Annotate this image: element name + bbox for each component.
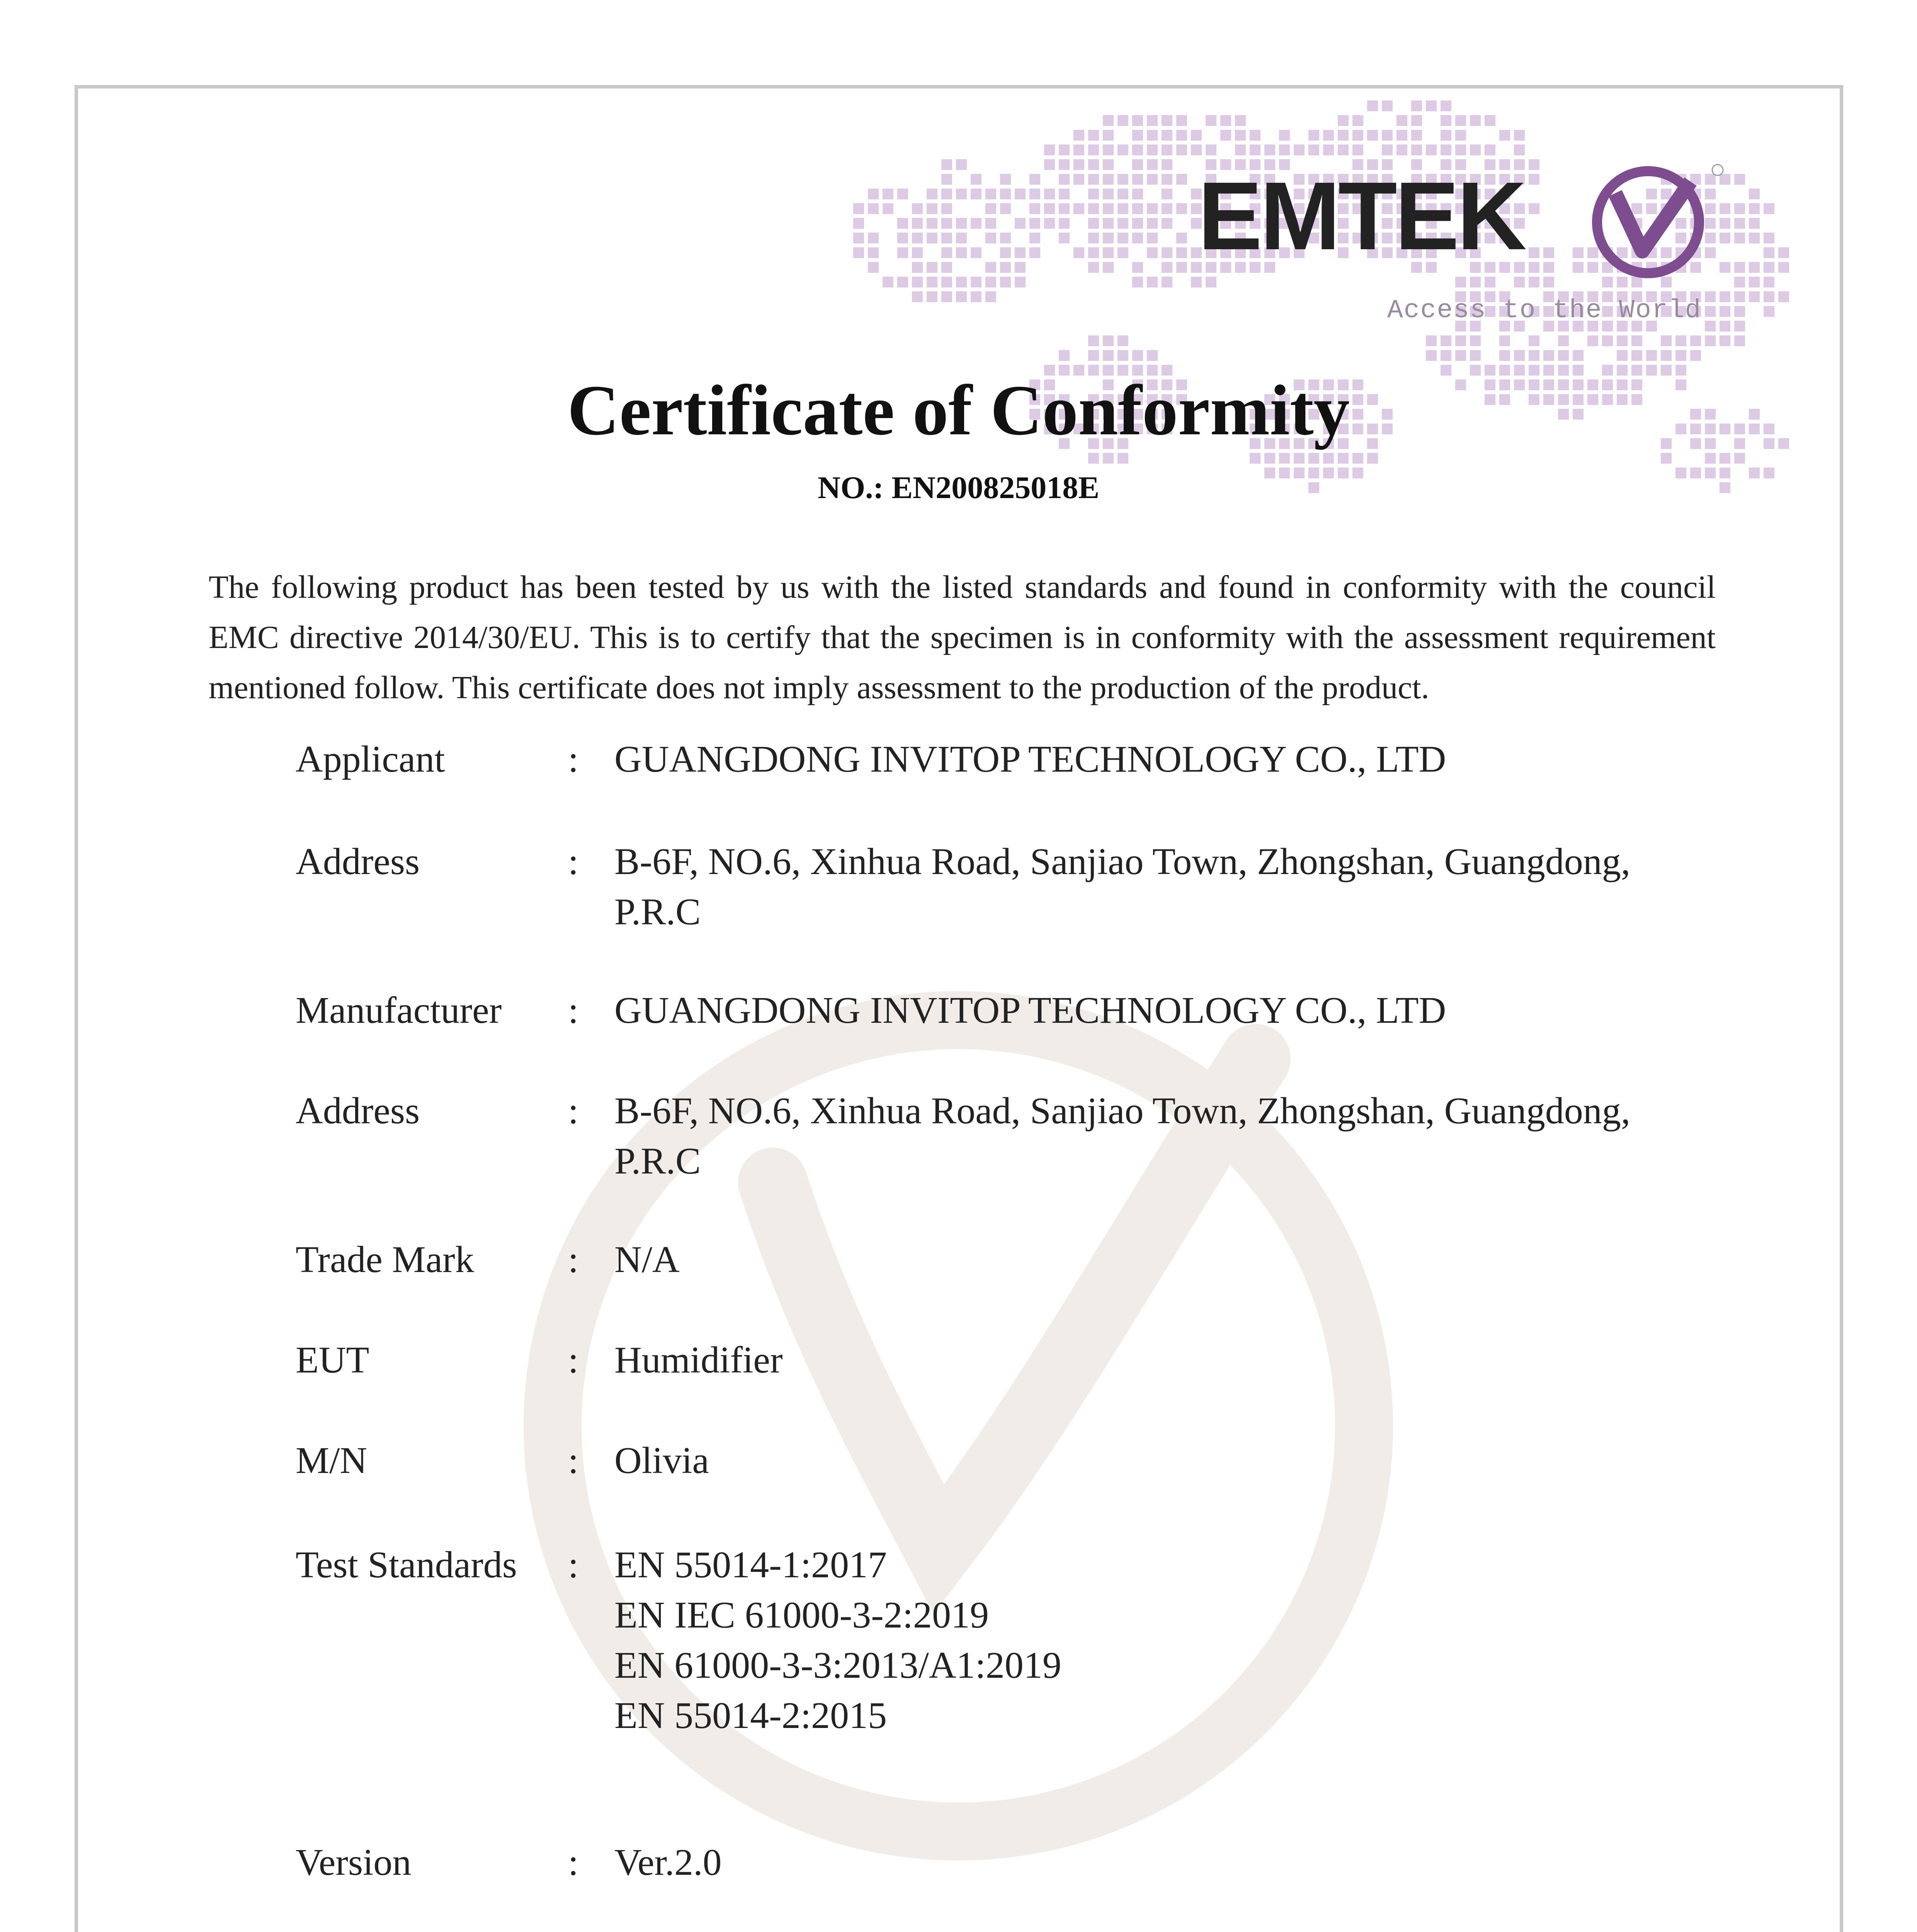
field-label: EUT [296, 1339, 369, 1381]
field-value: Humidifier [614, 1339, 783, 1381]
standard-item: EN 55014-2:2015 [614, 1695, 887, 1736]
field-label: Test Standards [296, 1544, 517, 1586]
brand-tagline: Access to the World [1387, 296, 1702, 325]
field-colon: : [568, 1842, 579, 1883]
field-value: GUANGDONG INVITOP TECHNOLOGY CO., LTD [614, 738, 1446, 780]
field-colon: : [568, 1090, 579, 1132]
field-label: M/N [296, 1440, 367, 1481]
field-colon: : [568, 990, 579, 1031]
field-label: Applicant [296, 738, 445, 780]
field-value-line: P.R.C [614, 891, 701, 933]
field-label: Manufacturer [296, 990, 502, 1031]
field-colon: : [568, 841, 579, 883]
field-colon: : [568, 1339, 579, 1381]
field-value: GUANGDONG INVITOP TECHNOLOGY CO., LTD [614, 990, 1446, 1031]
field-label: Version [296, 1842, 412, 1883]
certificate-title: Certificate of Conformity [567, 371, 1350, 450]
field-value-line: B-6F, NO.6, Xinhua Road, Sanjiao Town, Zhongshan, Guangdong, [614, 1090, 1631, 1132]
svg-text:EMTEK: EMTEK [1198, 162, 1524, 270]
field-value: Olivia [614, 1440, 709, 1481]
field-colon: : [568, 1544, 579, 1586]
field-value: Ver.2.0 [614, 1842, 722, 1883]
certificate-number: NO.: EN200825018E [818, 470, 1099, 505]
standard-item: EN 61000-3-3:2013/A1:2019 [614, 1645, 1061, 1686]
field-colon: : [568, 1239, 579, 1281]
field-label: Address [296, 841, 420, 883]
intro-paragraph: The following product has been tested by us with the listed standards and found in conformity with the council EMC directive 2014/30/EU. This is to certify that the specimen is in conformity with the assessment requirement mentioned follow. This certificate does not imply assessment to the production of the product. [209, 569, 1716, 706]
standard-item: EN IEC 61000-3-2:2019 [614, 1594, 989, 1636]
field-label: Trade Mark [296, 1239, 474, 1281]
standard-item: EN 55014-1:2017 [614, 1544, 887, 1586]
field-colon: : [568, 1440, 579, 1481]
field-label: Address [296, 1090, 420, 1132]
field-colon: : [568, 738, 579, 780]
field-value: N/A [614, 1239, 680, 1281]
field-value-line: B-6F, NO.6, Xinhua Road, Sanjiao Town, Zhongshan, Guangdong, [614, 841, 1631, 883]
field-value-line: P.R.C [614, 1140, 701, 1182]
